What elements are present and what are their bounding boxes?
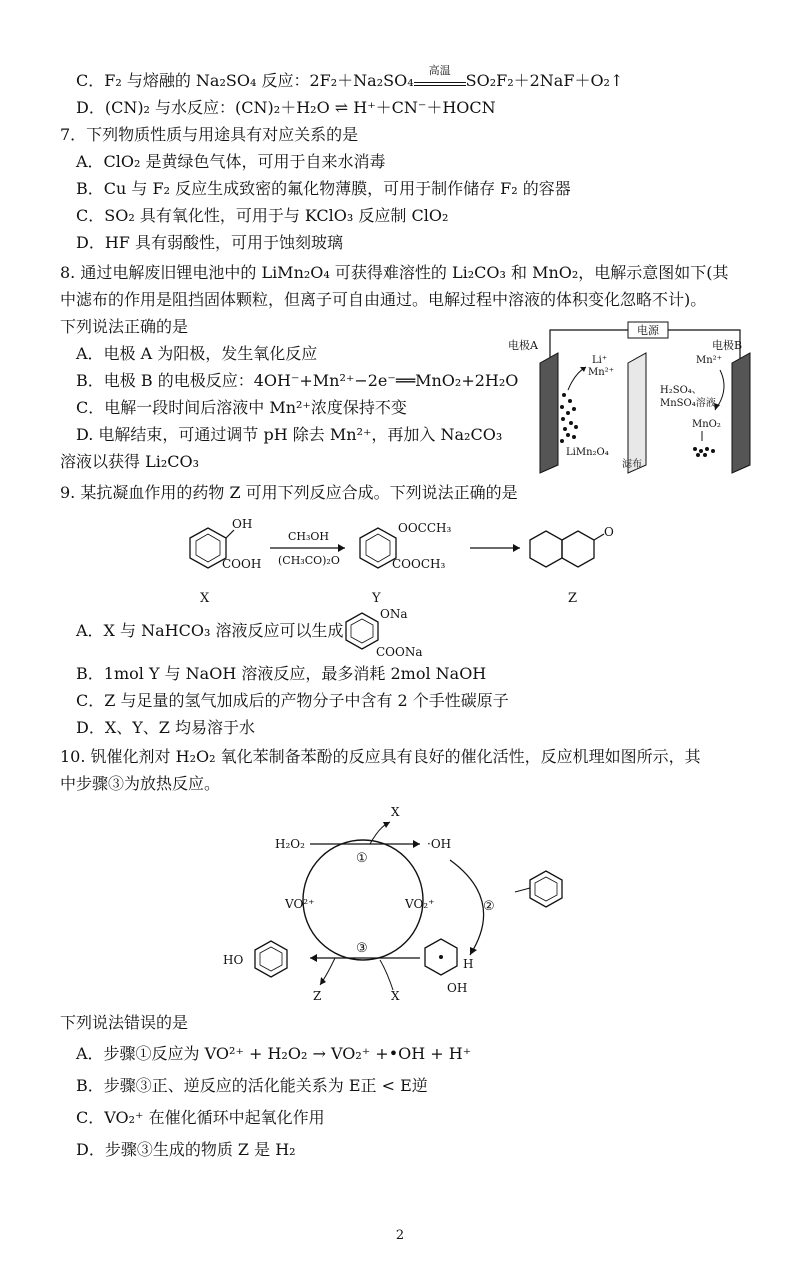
q8-option-d-cont: 溶液以获得 Li₂CO₃ <box>60 452 200 471</box>
vo2plus-label: VO₂⁺ <box>405 897 435 911</box>
ion-mn: Mn²⁺ <box>588 367 614 378</box>
q6-option-c: C．F₂ 与熔融的 Na₂SO₄ 反应：2F₂＋Na₂SO₄ 高温 SO₂F₂＋2NaF＋O₂↑ <box>76 70 623 92</box>
h2o2-label: H₂O₂ <box>275 837 305 851</box>
q8-option-d: D. 电解结束，可通过调节 pH 除去 Mn²⁺，再加入 Na₂CO₃ <box>76 425 503 444</box>
q9-option-c: C．Z 与足量的氢气加成后的产物分子中含有 2 个手性碳原子 <box>76 691 509 710</box>
q8-option-a: A．电极 A 为阳极，发生氧化反应 <box>76 344 318 363</box>
y-top: OOCCH₃ <box>398 521 452 535</box>
intermediate-oh: OH <box>447 981 468 995</box>
q8-option-c: C．电解一段时间后溶液中 Mn²⁺浓度保持不变 <box>76 398 407 417</box>
intermediate-h: H <box>463 957 474 971</box>
compound-z <box>530 525 614 567</box>
phenol-product <box>223 941 287 977</box>
q10-option-a: A．步骤①反应为 VO²⁺ + H₂O₂ → VO₂⁺ +•OH + H⁺ <box>76 1044 472 1063</box>
opt-a-top: ONa <box>380 607 408 621</box>
q10-ask: 下列说法错误的是 <box>60 1013 189 1032</box>
label-z: Z <box>568 591 578 606</box>
opt-a-bot: COONa <box>376 645 423 659</box>
z-product: Z <box>313 989 322 1003</box>
benzene-reactant <box>515 871 562 907</box>
q9-option-b: B．1mol Y 与 NaOH 溶液反应，最多消耗 2mol NaOH <box>76 664 487 683</box>
x-reactant-2: X <box>391 989 400 1003</box>
electrode-b-label: 电极B <box>712 339 743 352</box>
q8-stem-3: 下列说法正确的是 <box>60 317 189 336</box>
filter-cloth <box>628 353 646 473</box>
q7-option-a: A．ClO₂ 是黄绿色气体，可用于自来水消毒 <box>76 152 386 171</box>
z-o: O <box>604 525 614 539</box>
step-2: ② <box>483 899 495 914</box>
q10-catalytic-cycle <box>215 800 595 1010</box>
q6-condition: 高温 <box>428 64 451 77</box>
reagent-2: (CH₃CO)₂O <box>278 554 340 567</box>
q8-stem-1: 8. 通过电解废旧锂电池中的 LiMn₂O₄ 可获得难溶性的 Li₂CO₃ 和 MnO₂，电解示意图如下(其 <box>60 263 729 282</box>
x-product-1: X <box>391 805 400 819</box>
step-3: ③ <box>356 941 368 956</box>
page-number: 2 <box>395 1228 405 1243</box>
radical-intermediate <box>425 939 473 995</box>
electrolysis-diagram <box>500 315 770 475</box>
step-1: ① <box>356 851 368 866</box>
q10-option-d: D．步骤③生成的物质 Z 是 H₂ <box>76 1140 296 1159</box>
compound-y <box>360 521 452 571</box>
solution-label-1: H₂SO₄、 <box>660 385 702 396</box>
mno2-particles <box>693 447 715 457</box>
x-cooh: COOH <box>222 557 262 571</box>
mn-ion-b: Mn²⁺ <box>696 355 722 366</box>
q9-stem: 9. 某抗凝血作用的药物 Z 可用下列反应合成。下列说法正确的是 <box>60 483 518 502</box>
q9-option-a: A．X 与 NaHCO₃ 溶液反应可以生成 <box>76 621 344 640</box>
power-label: 电源 <box>637 324 659 337</box>
mno2-label: MnO₂ <box>692 419 721 430</box>
q7-stem: 7．下列物质性质与用途具有对应关系的是 <box>60 125 359 144</box>
q9-option-a-structure <box>340 604 480 660</box>
limn2o4-particles <box>560 393 578 443</box>
q10-option-c: C．VO₂⁺ 在催化循环中起氧化作用 <box>76 1108 325 1127</box>
q10-stem-2: 中步骤③为放热反应。 <box>60 774 221 793</box>
limn2o4-label: LiMn₂O₄ <box>566 447 609 458</box>
q9-option-d: D．X、Y、Z 均易溶于水 <box>76 718 255 737</box>
electrode-a <box>540 353 558 473</box>
q7-option-d: D．HF 具有弱酸性，可用于蚀刻玻璃 <box>76 233 343 252</box>
q8-option-b: B．电极 B 的电极反应：4OH⁻+Mn²⁺−2e⁻══MnO₂+2H₂O <box>76 371 519 390</box>
vo2plus2-label: VO²⁺ <box>285 897 315 911</box>
y-bot: COOCH₃ <box>392 557 446 571</box>
q10-option-b: B．步骤③正、逆反应的活化能关系为 E正 < E逆 <box>76 1076 428 1095</box>
solution-label-2: MnSO₄溶液 <box>660 398 716 409</box>
q7-option-c: C．SO₂ 具有氧化性，可用于与 KClO₃ 反应制 ClO₂ <box>76 206 449 225</box>
compound-x <box>190 517 261 571</box>
q10-stem-1: 10. 钒催化剂对 H₂O₂ 氧化苯制备苯酚的反应具有良好的催化活性，反应机理如图所示，其 <box>60 747 701 766</box>
q8-stem-2: 中滤布的作用是阻挡固体颗粒，但离子可自由通过。电解过程中溶液的体积变化忽略不计)。 <box>60 290 707 309</box>
label-x: X <box>200 591 210 606</box>
reagent-1: CH₃OH <box>288 530 330 543</box>
q6-option-d: D．(CN)₂ 与水反应：(CN)₂＋H₂O ⇌ H⁺＋CN⁻＋HOCN <box>76 98 496 117</box>
ion-li: Li⁺ <box>592 355 608 366</box>
filter-label: 滤布 <box>622 459 642 470</box>
electrode-b <box>732 353 750 473</box>
q7-option-b: B．Cu 与 F₂ 反应生成致密的氟化物薄膜，可用于制作储存 F₂ 的容器 <box>76 179 571 198</box>
phenol-ho: HO <box>223 953 244 967</box>
x-oh: OH <box>232 517 253 531</box>
q9-synthesis-scheme <box>160 510 640 610</box>
label-y: Y <box>372 591 381 606</box>
oh-radical: ·OH <box>427 837 452 851</box>
electrode-a-label: 电极A <box>508 339 538 352</box>
